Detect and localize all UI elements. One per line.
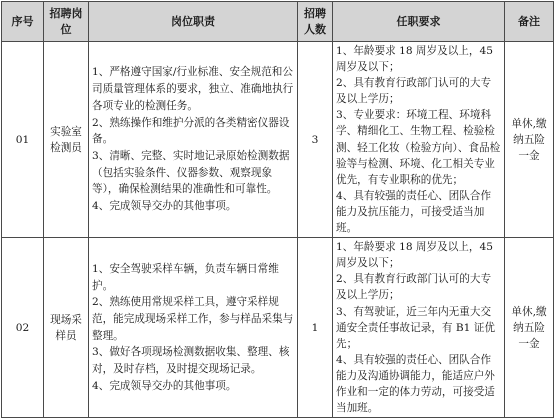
- header-notes: 备注: [505, 2, 554, 42]
- table-row: [2, 238, 554, 418]
- header-count: 招聘人数: [298, 2, 333, 42]
- row-seq: 02: [2, 238, 44, 418]
- row-count: 3: [298, 42, 333, 238]
- duty-item: 4、完成领导交办的其他事项。: [92, 200, 237, 213]
- duty-item: 2、熟练使用常规采样工具，遵守采样规范，能完成现场采样工作，参与样品采集与整理。: [92, 296, 294, 342]
- duty-item: 3、清晰、完整、实时地记录原始检测数据（包括实验条件、仪器参数、观察现象等），确保检测结果的准确性和可靠性。: [92, 149, 290, 196]
- requirement-item: 2、具有教育行政部门认可的大专及以上学历；: [336, 273, 492, 302]
- requirement-item: 1、年龄要求 18 周岁及以上，45 周岁及以下；: [336, 241, 493, 270]
- row-position: 实验室检测员: [44, 42, 89, 238]
- header-seq: 序号: [2, 2, 44, 42]
- row-count: 1: [298, 238, 333, 418]
- row-requirements: [333, 42, 505, 238]
- header-row: [2, 2, 554, 42]
- duty-item: 4、完成领导交办的其他事项。: [92, 379, 237, 392]
- duty-item: 2、熟练操作和维护分派的各类精密仪器设备。: [92, 116, 290, 146]
- row-duties: [89, 42, 298, 238]
- recruitment-table: [1, 1, 554, 418]
- requirement-item: 1、年龄要求 18 周岁及以上，45 周岁及以下；: [336, 45, 493, 74]
- header-duties: 岗位职责: [89, 2, 298, 42]
- row-notes: 单休,缴纳五险一金: [505, 238, 554, 418]
- requirement-item: 4、具有较强的责任心、团队合作能力及抗压能力，可接受适当加班。: [336, 189, 492, 235]
- row-requirements: [333, 238, 505, 418]
- table-row: [2, 42, 554, 238]
- requirement-item: 3、有驾驶证，近三年内无重大交通安全责任事故记录，有 B1 证优先；: [336, 305, 495, 350]
- header-requirements: 任职要求: [333, 2, 505, 42]
- requirement-item: 2、具有教育行政部门认可的大专及以上学历；: [336, 77, 492, 106]
- row-notes: 单休,缴纳五险一金: [505, 42, 554, 238]
- row-duties: [89, 238, 298, 418]
- header-position: 招聘岗位: [44, 2, 89, 42]
- row-position: 现场采样员: [44, 238, 89, 418]
- requirement-item: 4、具有较强的责任心、团队合作能力及沟通协调能力，能适应户外作业和一定的体力劳动，可接受适当加班。: [336, 353, 495, 415]
- requirement-item: 3、专业要求：环境工程、环境科学、精细化工、生物工程、检验检测、轻工化妆（检验方向）、食品检验等与检测、环境、化工相关专业优先，有专业职称的优先；: [336, 109, 501, 186]
- duty-item: 3、做好各项现场检测数据收集、整理、核对，及时存档，及时提交现场记录。: [92, 346, 290, 376]
- duty-item: 1、安全驾驶采样车辆，负责车辆日常维护。: [92, 262, 279, 292]
- duty-item: 1、严格遵守国家/行业标准、安全规范和公司质量管理体系的要求，独立、准确地执行各项专业的检测任务。: [92, 66, 294, 112]
- row-seq: 01: [2, 42, 44, 238]
